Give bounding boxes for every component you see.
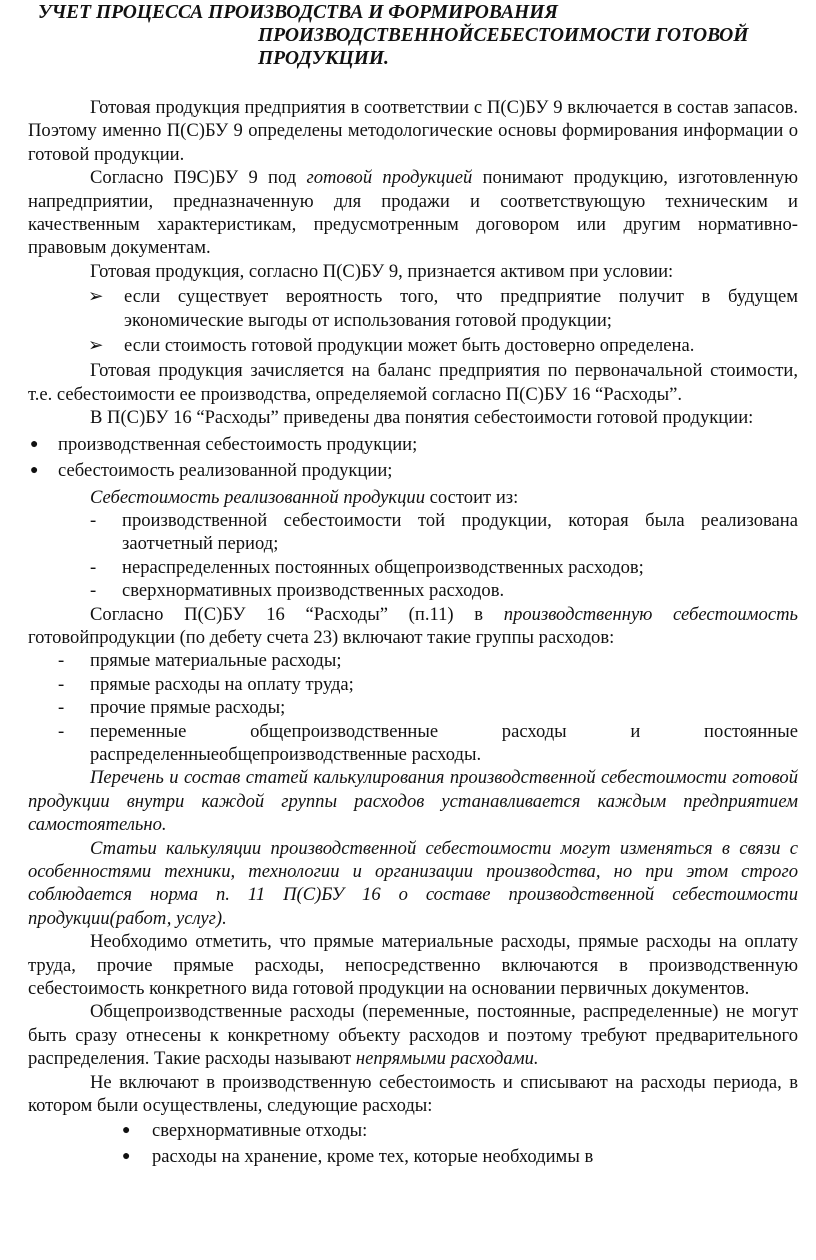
paragraph-8: Перечень и состав статей калькулирования производственной себестоимости готовой продукции внутри каждой группы расходов устанавливается каждым предприятием самостоятельно. (28, 767, 798, 836)
bullet-icon: ● (122, 1148, 131, 1164)
spacer (28, 70, 798, 96)
period-expense-2: расходы на хранение, кроме тех, которые необходимы в (152, 1145, 594, 1167)
list-item (28, 433, 798, 456)
paragraph-6-rest: состоит из: (425, 486, 519, 508)
dash-bullet-icon: - (58, 720, 65, 742)
realized-item-3: сверхнормативных производственных расходов. (122, 580, 505, 602)
list-item (28, 579, 798, 602)
term-finished-products: готовой продукцией (306, 167, 473, 189)
paragraph-5: В П(С)БУ 16 “Расходы” приведены два понятия себестоимости готовой продукции: (90, 407, 754, 429)
document-page (28, 0, 798, 1170)
paragraph-1: Готовая продукция предприятия в соответствии с П(С)БУ 9 включается в состав запасов. Поэтому именно П(С)БУ 9 определены методологические основы формирования информации о готовой продукции. (28, 97, 798, 165)
dash-bullet-icon: - (58, 650, 65, 672)
paragraph-7-rest: готовойпродукции (по дебету счета 23) включают такие группы расходов: (28, 626, 615, 648)
paragraph-3: Готовая продукция, согласно П(С)БУ 9, признается активом при условии: (90, 260, 674, 282)
expense-group-4: переменные общепроизводственные расходы и постоянные распределенныеобщепроизводственные расходы. (90, 720, 798, 765)
realized-item-1: производственной себестоимости той продукции, которая была реализована заотчетный период; (122, 509, 798, 555)
list-item (28, 334, 798, 357)
dash-bullet-icon: - (90, 580, 97, 602)
list-item (28, 459, 798, 482)
condition-1: если существует вероятность того, что предприятие получит в будущем экономические выгоды от использования готовой продукции; (124, 286, 798, 331)
bullet-icon: ● (30, 436, 39, 452)
dash-bullet-icon: - (58, 697, 65, 719)
dash-bullet-icon: - (90, 509, 97, 531)
cost-concept-1: производственная себестоимость продукции; (58, 433, 418, 455)
list-item (28, 1119, 798, 1142)
paragraph-6 (28, 486, 798, 509)
term-production-cost: производственную себестоимость (503, 603, 798, 625)
paragraph-7 (28, 603, 798, 650)
paragraph-11-text: Общепроизводственные расходы (переменные, постоянные, распределенные) не могут быть сразу отнесены к конкретному объекту расходов и поэтому требуют предварительного распределения. Такие расходы называют (28, 1001, 798, 1070)
paragraph-10: Необходимо отметить, что прямые материальные расходы, прямые расходы на оплату труда, прочие прямые расходы, непосредственно включаются в производственную себестоимость конкретного вида готовой продукции на основании первичных документов. (28, 931, 798, 1000)
term-realized-cost: Себестоимость реализованной продукции (90, 486, 426, 508)
expense-group-1: прямые материальные расходы; (90, 650, 342, 672)
paragraph-2 (28, 166, 798, 260)
paragraph-2-rest: понимают продукцию, изготовленную напредприятии, предназначенную для продажи и соответствующую техническим и качественным характеристикам, предусмотренным договором или другим нормативно-правовым документам. (28, 167, 798, 259)
list-item (28, 649, 798, 672)
title-line-2: ПРОИЗВОДСТВЕННОЙСЕБЕСТОИМОСТИ ГОТОВОЙ (258, 25, 749, 46)
term-indirect-costs: непрямыми расходами. (355, 1048, 539, 1070)
paragraph-9: Статьи калькуляции производственной себестоимости могут изменяться в связи с особенностями техники, технологии и организации производства, но при этом строго соблюдается норма п. 11 П(С)БУ 16 о составе производственной себестоимости продукции(работ, услуг). (28, 837, 798, 929)
paragraph-7-text: Согласно П(С)БУ 16 “Расходы” (п.11) в (90, 603, 504, 625)
arrow-bullet-icon: ➢ (88, 335, 104, 357)
cost-concept-2: себестоимость реализованной продукции; (58, 460, 393, 482)
list-item (28, 509, 798, 556)
paragraph-11 (28, 1000, 798, 1070)
list-item (28, 1145, 798, 1168)
condition-2: если стоимость готовой продукции может быть достоверно определена. (124, 335, 695, 357)
paragraph-2-text: Согласно П9С)БУ 9 под (90, 167, 307, 189)
list-item (28, 696, 798, 719)
realized-item-2: нераспределенных постоянных общепроизводственных расходов; (122, 556, 644, 578)
title-line-3: ПРОДУКЦИИ. (258, 48, 389, 69)
expense-group-3: прочие прямые расходы; (90, 697, 286, 719)
paragraph-4: Готовая продукция зачисляется на баланс предприятия по первоначальной стоимости, т.е. себестоимости ее производства, определяемой согласно П(С)БУ 16 “Расходы”. (28, 360, 798, 405)
bullet-icon: ● (122, 1123, 131, 1139)
bullet-icon: ● (30, 463, 39, 479)
dash-bullet-icon: - (58, 673, 65, 695)
arrow-bullet-icon: ➢ (88, 286, 104, 308)
expense-group-2: прямые расходы на оплату труда; (90, 673, 354, 695)
period-expense-1: сверхнормативные отходы: (152, 1120, 368, 1142)
list-item (28, 556, 798, 579)
dash-bullet-icon: - (90, 556, 97, 578)
document-title (28, 0, 798, 70)
title-line-1: УЧЕТ ПРОЦЕССА ПРОИЗВОДСТВА И ФОРМИРОВАНИЯ (38, 2, 558, 23)
paragraph-12: Не включают в производственную себестоимость и списывают на расходы периода, в котором были осуществлены, следующие расходы: (28, 1071, 798, 1117)
list-item (28, 673, 798, 696)
list-item (28, 285, 798, 332)
list-item (28, 720, 798, 767)
